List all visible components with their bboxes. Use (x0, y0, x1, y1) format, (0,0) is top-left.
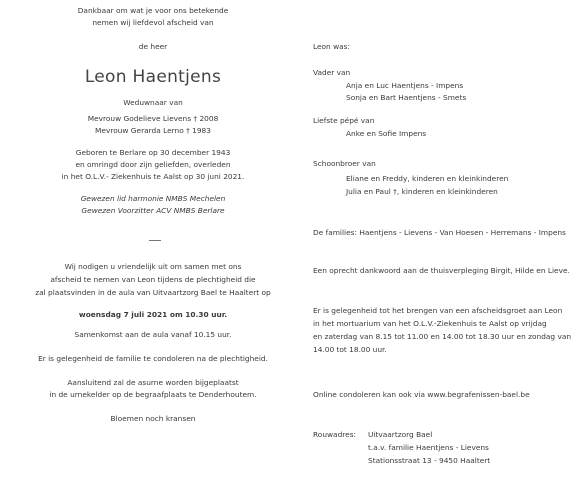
invite-line-3: zal plaatsvinden in de aula van Uitvaartzorg Bael te Haaltert op (35, 288, 271, 297)
invite-line-2: afscheid te nemen van Leon tijdens de plechtigheid die (50, 275, 256, 284)
spouse-2: Mevrouw Gerarda Lerno † 1983 (95, 126, 211, 135)
no-flowers-note: Bloemen noch kransen (110, 414, 196, 423)
left-column (20, 0, 286, 480)
families-line: De families: Haentjens - Lievens - Van Hoesen - Herremans - Impens (313, 228, 566, 237)
former-role-2: Gewezen Voorzitter ACV NMBS Berlare (81, 206, 225, 215)
ceremony-date: woensdag 7 juli 2021 om 10.30 uur. (78, 310, 228, 319)
intro-line-1: Dankbaar om wat je voor ons betekende (77, 6, 229, 15)
divider (149, 240, 161, 241)
farewell-line-3: en zaterdag van 8.15 tot 11.00 en 14.00 tot 18.30 uur en zondag van (313, 332, 572, 341)
return-address-line-1: Uitvaartzorg Bael (368, 430, 433, 439)
return-address-line-2: t.a.v. familie Haentjens - Lievens (368, 443, 489, 452)
thanks-line: Een oprecht dankwoord aan de thuisverpleging Birgit, Hilde en Lieve. (313, 266, 570, 275)
invite-line-1: Wij nodigen u vriendelijk uit om samen met ons (64, 262, 242, 271)
return-address-label: Rouwadres: (313, 430, 357, 439)
child-2: Sonja en Bart Haentjens - Smets (346, 93, 467, 102)
condolence-note: Er is gelegenheid de familie te condoleren na de plechtigheid. (38, 354, 268, 363)
birth-line-2: en omringd door zijn geliefden, overleden (75, 160, 231, 169)
child-1: Anja en Luc Haentjens - Impens (346, 81, 464, 90)
leon-was-heading: Leon was: (313, 42, 351, 51)
gathering-time: Samenkomst aan de aula vanaf 10.15 uur. (74, 330, 232, 339)
ashes-line-2: in de urnekelder op de begraafplaats te Denderhoutem. (49, 390, 257, 399)
birth-line-1: Geboren te Berlare op 30 december 1943 (75, 148, 231, 157)
brother-in-law-1: Eliane en Freddy, kinderen en kleinkinderen (346, 174, 509, 183)
brother-in-law-of-label: Schoonbroer van (313, 159, 376, 168)
farewell-line-2: in het mortuarium van het O.L.V.-Ziekenhuis te Aalst op vrijdag (313, 319, 547, 328)
grandfather-of-label: Liefste pépé van (313, 116, 375, 125)
online-condolence: Online condoleren kan ook via www.begrafenissen-bael.be (313, 390, 530, 399)
intro-line-2: nemen wij liefdevol afscheid van (92, 18, 214, 27)
spouse-1: Mevrouw Godelieve Lievens † 2008 (87, 114, 219, 123)
farewell-line-4: 14.00 tot 18.00 uur. (313, 345, 387, 354)
ashes-line-1: Aansluitend zal de asurne worden bijgeplaatst (67, 378, 239, 387)
birth-line-3: in het O.L.V.- Ziekenhuis te Aalst op 30 juni 2021. (61, 172, 245, 181)
deceased-name: Leon Haentjens (84, 67, 222, 87)
grandchildren: Anke en Sofie Impens (346, 129, 427, 138)
return-address-line-3: Stationsstraat 13 - 9450 Haaltert (368, 456, 491, 465)
widower-label: Weduwnaar van (123, 98, 183, 107)
former-role-1: Gewezen lid harmonie NMBS Mechelen (80, 194, 226, 203)
title-de-heer: de heer (138, 42, 168, 51)
brother-in-law-2: Julia en Paul †, kinderen en kleinkinderen (346, 187, 498, 196)
farewell-line-1: Er is gelegenheid tot het brengen van een afscheidsgroet aan Leon (313, 306, 563, 315)
father-of-label: Vader van (313, 68, 351, 77)
